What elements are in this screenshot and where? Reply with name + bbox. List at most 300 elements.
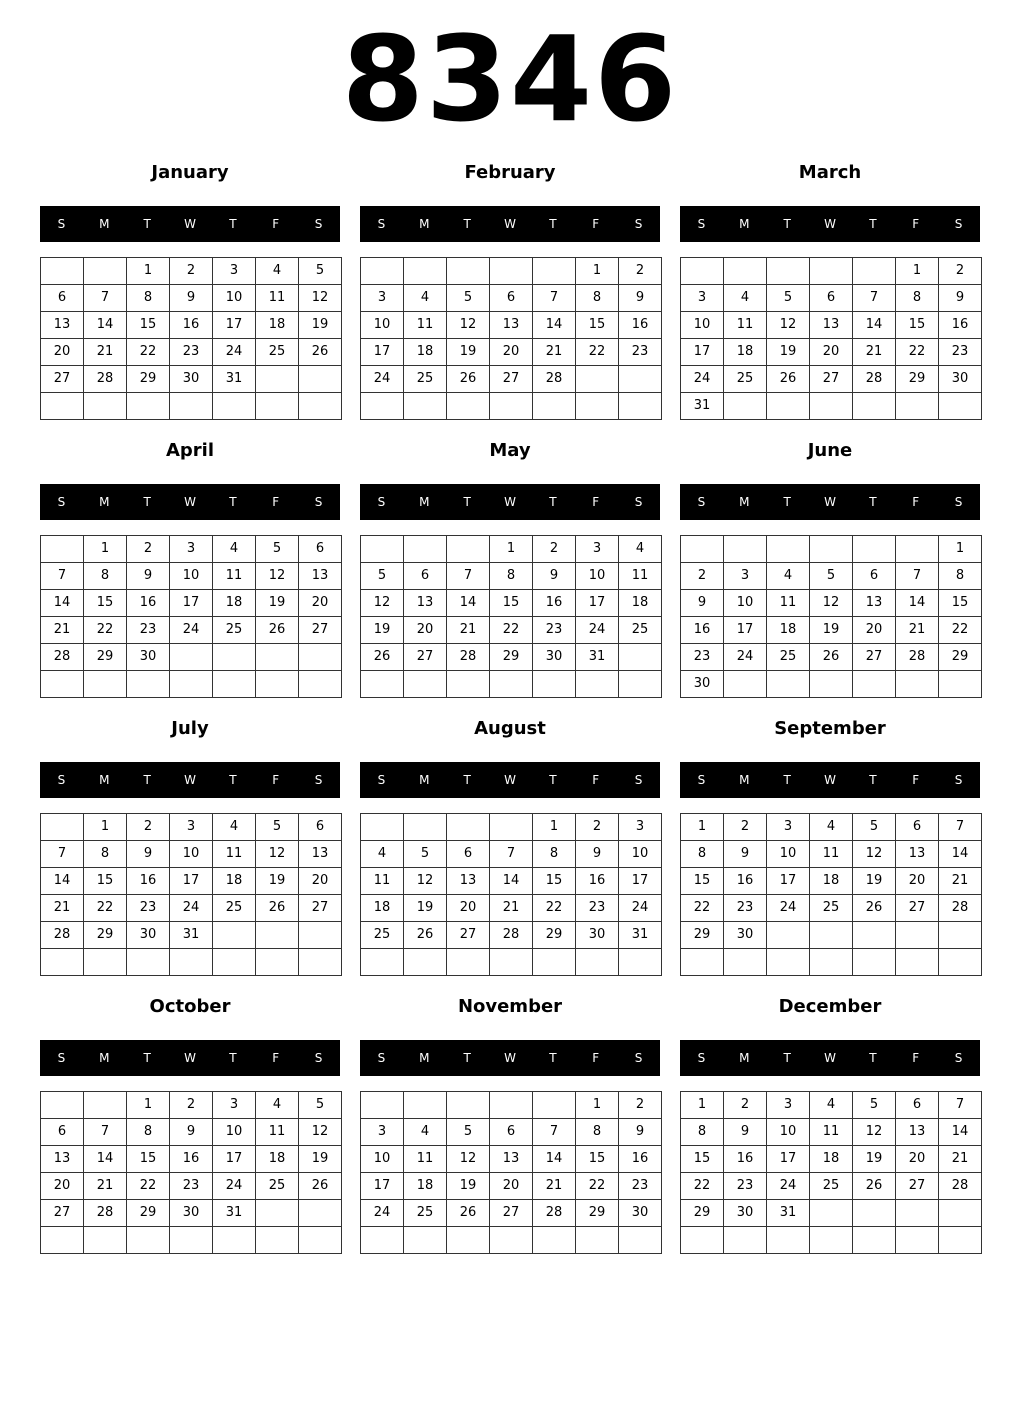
day-cell: 7 xyxy=(896,563,939,590)
day-cell: 11 xyxy=(213,841,256,868)
week-row xyxy=(41,814,342,841)
day-cell xyxy=(84,671,127,698)
day-cell: 26 xyxy=(256,617,299,644)
weekday-label: T xyxy=(783,495,791,509)
day-cell: 26 xyxy=(810,644,853,671)
day-cell xyxy=(299,393,342,420)
day-cell: 23 xyxy=(170,339,213,366)
day-cell xyxy=(299,1200,342,1227)
day-cell: 8 xyxy=(84,563,127,590)
day-cell: 9 xyxy=(533,563,576,590)
day-cell: 6 xyxy=(896,1092,939,1119)
weekday-label: M xyxy=(99,495,110,509)
day-cell xyxy=(127,1227,170,1254)
day-cell: 16 xyxy=(533,590,576,617)
day-cell xyxy=(404,814,447,841)
day-cell xyxy=(896,922,939,949)
week-row xyxy=(41,563,342,590)
week-row xyxy=(361,841,662,868)
day-grid xyxy=(360,1091,662,1254)
day-cell: 18 xyxy=(619,590,662,617)
day-cell: 31 xyxy=(619,922,662,949)
day-cell xyxy=(127,671,170,698)
day-cell: 29 xyxy=(896,366,939,393)
day-cell: 18 xyxy=(361,895,404,922)
day-cell: 9 xyxy=(939,285,982,312)
day-cell: 11 xyxy=(810,1119,853,1146)
day-cell xyxy=(404,393,447,420)
month-name: August xyxy=(474,718,546,739)
day-cell: 14 xyxy=(447,590,490,617)
day-cell: 27 xyxy=(447,922,490,949)
day-cell: 12 xyxy=(299,285,342,312)
weekday-header xyxy=(680,1040,980,1076)
week-row xyxy=(41,868,342,895)
month-name: November xyxy=(457,996,563,1017)
day-cell: 26 xyxy=(299,1173,342,1200)
weekday-label: S xyxy=(314,773,323,787)
weekday-label: F xyxy=(592,773,600,787)
day-cell: 15 xyxy=(127,1146,170,1173)
day-cell: 14 xyxy=(896,590,939,617)
day-cell: 30 xyxy=(170,1200,213,1227)
weekday-label: T xyxy=(549,1051,557,1065)
weekday-label: S xyxy=(697,1051,706,1065)
day-cell xyxy=(576,671,619,698)
day-cell: 3 xyxy=(170,536,213,563)
day-cell xyxy=(213,922,256,949)
day-cell: 23 xyxy=(170,1173,213,1200)
day-cell: 11 xyxy=(404,312,447,339)
day-cell xyxy=(361,949,404,976)
day-cell: 10 xyxy=(724,590,767,617)
day-cell: 1 xyxy=(533,814,576,841)
day-cell: 26 xyxy=(361,644,404,671)
day-cell: 17 xyxy=(619,868,662,895)
day-cell xyxy=(533,1227,576,1254)
day-cell: 28 xyxy=(447,644,490,671)
day-cell xyxy=(213,644,256,671)
day-cell: 20 xyxy=(41,1173,84,1200)
day-cell xyxy=(447,949,490,976)
day-cell xyxy=(724,1227,767,1254)
week-row xyxy=(361,1200,662,1227)
week-row xyxy=(681,536,982,563)
day-cell: 2 xyxy=(127,814,170,841)
weekday-label: T xyxy=(143,495,151,509)
month-name: December xyxy=(778,996,882,1017)
weekday-label: T xyxy=(783,773,791,787)
day-cell xyxy=(576,949,619,976)
day-cell: 17 xyxy=(767,868,810,895)
day-cell: 19 xyxy=(447,1173,490,1200)
day-cell: 12 xyxy=(256,841,299,868)
day-cell: 22 xyxy=(681,895,724,922)
weekday-header xyxy=(40,484,340,520)
day-cell: 7 xyxy=(84,285,127,312)
weekday-label: W xyxy=(504,773,516,787)
day-cell: 20 xyxy=(404,617,447,644)
day-cell xyxy=(767,536,810,563)
day-cell xyxy=(896,949,939,976)
day-cell: 21 xyxy=(939,1146,982,1173)
day-cell: 27 xyxy=(896,1173,939,1200)
day-cell xyxy=(853,671,896,698)
day-cell xyxy=(619,366,662,393)
day-cell: 3 xyxy=(767,814,810,841)
weekday-label: S xyxy=(57,495,66,509)
weekday-label: S xyxy=(314,217,323,231)
weekday-header xyxy=(360,206,660,242)
day-cell xyxy=(170,1227,213,1254)
day-cell xyxy=(853,1227,896,1254)
day-cell: 5 xyxy=(256,536,299,563)
day-cell xyxy=(490,814,533,841)
weekday-label: S xyxy=(954,495,963,509)
day-grid xyxy=(680,1091,982,1254)
day-cell xyxy=(767,258,810,285)
day-cell: 6 xyxy=(447,841,490,868)
day-cell: 27 xyxy=(299,617,342,644)
day-cell xyxy=(619,1227,662,1254)
day-cell xyxy=(490,258,533,285)
week-row xyxy=(361,393,662,420)
week-row xyxy=(681,1146,982,1173)
day-cell: 29 xyxy=(490,644,533,671)
weekday-label: T xyxy=(229,217,237,231)
day-cell: 7 xyxy=(447,563,490,590)
day-cell xyxy=(41,1092,84,1119)
day-cell: 22 xyxy=(127,339,170,366)
day-cell xyxy=(939,393,982,420)
day-cell: 29 xyxy=(576,1200,619,1227)
week-row xyxy=(41,922,342,949)
weekday-label: F xyxy=(592,1051,600,1065)
day-cell: 23 xyxy=(127,895,170,922)
weekday-label: W xyxy=(504,1051,516,1065)
day-cell xyxy=(724,258,767,285)
month-name: January xyxy=(151,162,229,183)
day-cell: 20 xyxy=(896,1146,939,1173)
day-cell: 10 xyxy=(681,312,724,339)
week-row xyxy=(41,1173,342,1200)
day-cell: 25 xyxy=(724,366,767,393)
day-cell: 7 xyxy=(490,841,533,868)
day-grid xyxy=(40,535,342,698)
day-cell xyxy=(41,814,84,841)
weekday-label: T xyxy=(869,495,877,509)
weekday-label: W xyxy=(824,1051,836,1065)
day-cell: 25 xyxy=(619,617,662,644)
week-row xyxy=(361,1092,662,1119)
day-cell: 7 xyxy=(853,285,896,312)
day-cell: 12 xyxy=(447,312,490,339)
day-grid xyxy=(360,813,662,976)
day-cell: 2 xyxy=(576,814,619,841)
weekday-label: F xyxy=(912,495,920,509)
day-cell: 30 xyxy=(576,922,619,949)
day-cell xyxy=(404,671,447,698)
day-cell xyxy=(619,671,662,698)
day-cell: 17 xyxy=(576,590,619,617)
weekday-label: S xyxy=(954,217,963,231)
weekday-label: F xyxy=(272,495,280,509)
month-name: March xyxy=(798,162,862,183)
day-cell: 24 xyxy=(767,895,810,922)
day-cell: 6 xyxy=(853,563,896,590)
weekday-header xyxy=(360,1040,660,1076)
day-cell xyxy=(619,949,662,976)
day-cell: 18 xyxy=(810,868,853,895)
weekday-label: T xyxy=(229,773,237,787)
day-cell: 18 xyxy=(404,339,447,366)
weekday-label: S xyxy=(377,495,386,509)
day-cell: 14 xyxy=(84,1146,127,1173)
day-cell: 25 xyxy=(256,339,299,366)
day-cell: 1 xyxy=(84,814,127,841)
day-cell xyxy=(533,393,576,420)
day-cell xyxy=(41,1227,84,1254)
day-cell: 5 xyxy=(447,1119,490,1146)
day-cell: 28 xyxy=(939,895,982,922)
day-cell: 27 xyxy=(490,366,533,393)
week-row xyxy=(361,1227,662,1254)
day-cell: 3 xyxy=(361,285,404,312)
day-cell: 14 xyxy=(939,1119,982,1146)
weekday-header xyxy=(360,762,660,798)
day-cell: 25 xyxy=(404,366,447,393)
weekday-label: S xyxy=(634,773,643,787)
weekday-label: S xyxy=(634,495,643,509)
day-cell xyxy=(576,1227,619,1254)
day-cell: 10 xyxy=(619,841,662,868)
day-cell: 9 xyxy=(170,285,213,312)
weekday-label: M xyxy=(419,773,430,787)
day-cell: 30 xyxy=(681,671,724,698)
week-row xyxy=(41,671,342,698)
day-cell: 4 xyxy=(810,1092,853,1119)
week-row xyxy=(361,258,662,285)
weekday-label: M xyxy=(739,217,750,231)
week-row xyxy=(681,895,982,922)
day-cell xyxy=(767,393,810,420)
week-row xyxy=(41,366,342,393)
week-row xyxy=(361,339,662,366)
week-row xyxy=(41,949,342,976)
week-row xyxy=(361,922,662,949)
day-cell: 8 xyxy=(896,285,939,312)
weekday-label: T xyxy=(463,773,471,787)
day-cell: 15 xyxy=(896,312,939,339)
weekday-label: S xyxy=(314,495,323,509)
day-cell xyxy=(256,393,299,420)
day-cell: 31 xyxy=(681,393,724,420)
weekday-label: W xyxy=(824,773,836,787)
day-cell: 15 xyxy=(939,590,982,617)
day-cell: 27 xyxy=(299,895,342,922)
weekday-label: F xyxy=(912,1051,920,1065)
day-cell: 16 xyxy=(681,617,724,644)
day-cell: 5 xyxy=(853,814,896,841)
day-cell: 4 xyxy=(361,841,404,868)
day-grid xyxy=(680,257,982,420)
day-cell xyxy=(681,258,724,285)
day-cell: 24 xyxy=(213,1173,256,1200)
day-cell: 25 xyxy=(810,895,853,922)
weekday-label: W xyxy=(824,495,836,509)
weekday-label: T xyxy=(229,1051,237,1065)
weekday-label: T xyxy=(869,217,877,231)
day-cell: 11 xyxy=(767,590,810,617)
day-cell xyxy=(810,1227,853,1254)
day-cell xyxy=(447,814,490,841)
day-cell xyxy=(853,922,896,949)
day-cell: 25 xyxy=(256,1173,299,1200)
day-cell: 22 xyxy=(939,617,982,644)
day-cell: 15 xyxy=(127,312,170,339)
day-cell: 20 xyxy=(896,868,939,895)
day-cell: 2 xyxy=(533,536,576,563)
day-cell: 1 xyxy=(681,814,724,841)
week-row xyxy=(681,1227,982,1254)
day-cell: 24 xyxy=(724,644,767,671)
day-cell: 19 xyxy=(299,312,342,339)
day-cell: 13 xyxy=(853,590,896,617)
day-cell: 4 xyxy=(213,814,256,841)
day-cell: 10 xyxy=(361,1146,404,1173)
day-cell: 14 xyxy=(41,868,84,895)
weekday-label: M xyxy=(739,773,750,787)
day-cell: 3 xyxy=(576,536,619,563)
day-cell: 24 xyxy=(619,895,662,922)
day-cell: 24 xyxy=(361,1200,404,1227)
day-cell xyxy=(896,1227,939,1254)
week-row xyxy=(41,1119,342,1146)
weekday-label: F xyxy=(912,217,920,231)
weekday-label: T xyxy=(869,773,877,787)
day-cell xyxy=(681,1227,724,1254)
day-cell: 9 xyxy=(619,285,662,312)
day-cell: 17 xyxy=(767,1146,810,1173)
day-cell: 18 xyxy=(404,1173,447,1200)
day-cell: 20 xyxy=(41,339,84,366)
weekday-label: W xyxy=(824,217,836,231)
day-grid xyxy=(40,813,342,976)
day-cell: 18 xyxy=(767,617,810,644)
day-cell: 23 xyxy=(724,1173,767,1200)
weekday-label: T xyxy=(783,217,791,231)
day-cell: 19 xyxy=(810,617,853,644)
day-cell: 20 xyxy=(490,339,533,366)
day-cell: 3 xyxy=(213,1092,256,1119)
day-cell: 27 xyxy=(41,1200,84,1227)
day-cell: 17 xyxy=(213,312,256,339)
day-cell xyxy=(576,393,619,420)
week-row xyxy=(41,285,342,312)
day-cell: 1 xyxy=(939,536,982,563)
day-cell xyxy=(490,393,533,420)
day-cell: 7 xyxy=(84,1119,127,1146)
week-row xyxy=(681,814,982,841)
day-cell xyxy=(170,393,213,420)
day-cell: 23 xyxy=(681,644,724,671)
day-cell: 2 xyxy=(619,1092,662,1119)
day-cell: 30 xyxy=(127,644,170,671)
year-title: 8346 xyxy=(341,10,679,148)
day-cell: 18 xyxy=(213,868,256,895)
day-cell: 17 xyxy=(170,590,213,617)
day-cell xyxy=(810,949,853,976)
day-cell xyxy=(256,1227,299,1254)
day-cell: 11 xyxy=(724,312,767,339)
day-cell: 22 xyxy=(533,895,576,922)
day-cell: 1 xyxy=(896,258,939,285)
day-cell: 21 xyxy=(84,339,127,366)
day-cell xyxy=(767,949,810,976)
day-cell: 13 xyxy=(299,563,342,590)
day-cell: 21 xyxy=(939,868,982,895)
week-row xyxy=(361,644,662,671)
day-cell: 10 xyxy=(767,841,810,868)
day-cell: 2 xyxy=(170,258,213,285)
day-cell xyxy=(681,536,724,563)
weekday-label: S xyxy=(954,773,963,787)
day-cell: 21 xyxy=(84,1173,127,1200)
day-cell: 16 xyxy=(170,312,213,339)
day-cell: 19 xyxy=(361,617,404,644)
day-cell: 28 xyxy=(533,1200,576,1227)
week-row xyxy=(681,644,982,671)
weekday-label: S xyxy=(697,495,706,509)
day-cell: 18 xyxy=(810,1146,853,1173)
day-cell: 26 xyxy=(299,339,342,366)
week-row xyxy=(361,814,662,841)
month-name: May xyxy=(489,440,531,461)
weekday-label: S xyxy=(954,1051,963,1065)
day-cell: 3 xyxy=(170,814,213,841)
day-cell: 19 xyxy=(256,590,299,617)
day-cell: 15 xyxy=(84,868,127,895)
week-row xyxy=(361,536,662,563)
day-cell: 1 xyxy=(127,258,170,285)
day-cell: 28 xyxy=(490,922,533,949)
day-cell xyxy=(447,671,490,698)
day-cell: 22 xyxy=(490,617,533,644)
day-cell: 26 xyxy=(447,366,490,393)
weekday-label: T xyxy=(463,1051,471,1065)
day-cell xyxy=(256,671,299,698)
day-cell: 18 xyxy=(213,590,256,617)
day-cell: 1 xyxy=(576,258,619,285)
day-cell: 14 xyxy=(533,1146,576,1173)
day-cell: 6 xyxy=(41,285,84,312)
day-cell: 30 xyxy=(170,366,213,393)
day-cell: 12 xyxy=(810,590,853,617)
weekday-label: F xyxy=(592,217,600,231)
day-cell: 16 xyxy=(939,312,982,339)
day-cell xyxy=(896,536,939,563)
day-cell: 17 xyxy=(681,339,724,366)
weekday-label: T xyxy=(549,773,557,787)
day-cell: 12 xyxy=(361,590,404,617)
week-row xyxy=(681,841,982,868)
weekday-label: T xyxy=(463,495,471,509)
day-cell xyxy=(576,366,619,393)
day-cell: 4 xyxy=(256,1092,299,1119)
day-cell xyxy=(361,1092,404,1119)
weekday-label: W xyxy=(184,773,196,787)
day-cell: 8 xyxy=(533,841,576,868)
